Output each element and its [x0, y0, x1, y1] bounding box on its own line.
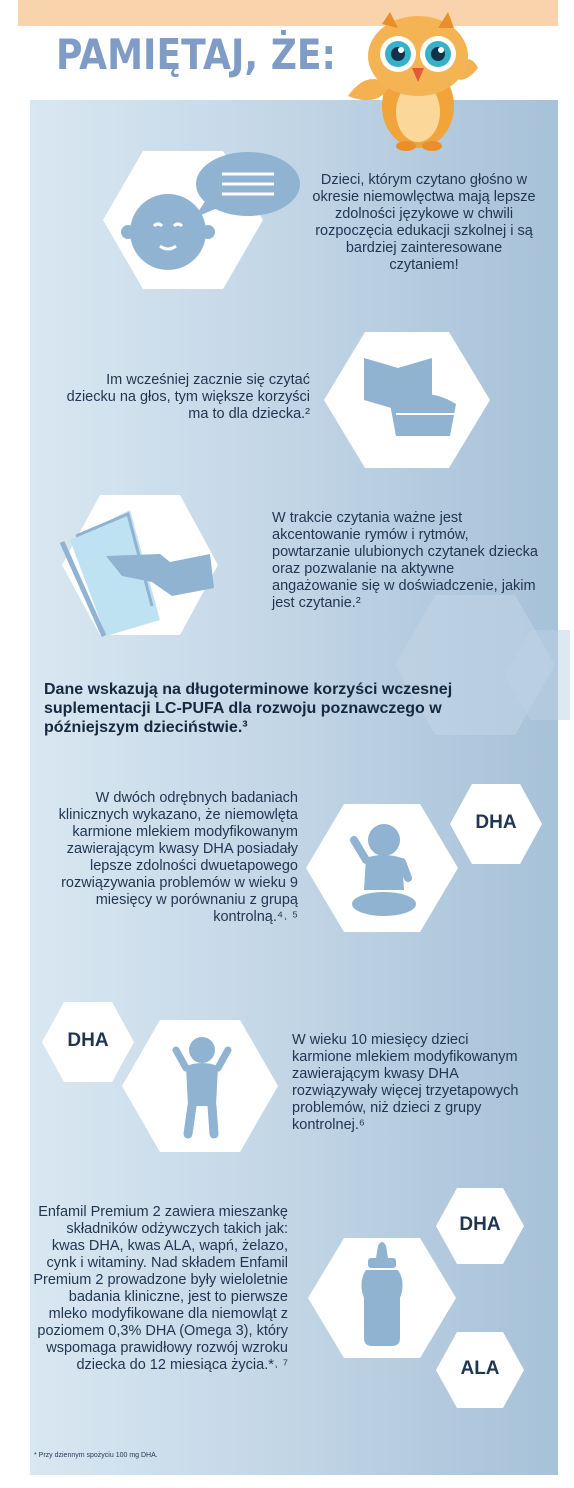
study-1-hexagon	[304, 800, 460, 936]
study-2-hexagon	[120, 1016, 280, 1156]
item-1-hexagon	[98, 146, 312, 294]
item-3-hexagon	[60, 490, 220, 640]
owl-mascot-icon	[338, 8, 488, 156]
item-2-text: Im wcześniej zacznie się czytać dziecku na głos, tym większe korzyści ma to dla dziecka.²	[66, 372, 310, 422]
item-2-hexagon	[320, 328, 494, 472]
item-3-text: W trakcie czytania ważne jest akcentowanie rymów i rytmów, powtarzanie ulubionych czytanek dziecka oraz pozwalanie na aktywne angażowanie się w doświadczenie, jakim jest czytanie.²	[272, 510, 538, 611]
study-3-badge-dha: DHA	[459, 1214, 501, 1235]
study-3-text: Enfamil Premium 2 zawiera mieszankę składników odżywczych takich jak: kwas DHA, kwas ALA, wapń, żelazo, cynk i witaminy. Nad składem Enfamil Premium 2 prowadzone były wieloletnie badania kliniczne, jest to pierwsze mleko modyfikowane dla niemowląt z poziomem 0,3% DHA (Omega 3), który wspomaga prawidłowy rozwój wzroku dziecka do 12 miesiąca życia.*˒ ⁷	[33, 1204, 288, 1373]
highlight-text: Dane wskazują na długoterminowe korzyści wczesnej suplementacji LC-PUFA dla rozwoju poznawczego w późniejszym dzieciństwie.³	[44, 681, 453, 736]
study-1-text: W dwóch odrębnych badaniach klinicznych wykazano, że niemowlęta karmione mlekiem modyfikowanym zawierającym kwasy DHA posiadały lepsze zdolności dwuetapowego rozwiązywania problemów w wieku 9 miesięcy w porównaniu z grupą kontrolną.⁴˒ ⁵	[58, 790, 298, 925]
item-1-text: Dzieci, którym czytano głośno w okresie niemowlęctwa mają lepsze zdolności językowe w chwili rozpoczęcia edukacji szkolnej i są bardziej zainteresowane czytaniem!	[312, 172, 536, 273]
footnote: * Przy dziennym spożyciu 100 mg DHA.	[34, 1452, 158, 1459]
page-title: PAMIĘTAJ, ŻE:	[56, 30, 337, 79]
study-2-text: W wieku 10 miesięcy dzieci karmione mlekiem modyfikowanym zawierającym kwasy DHA rozwiązywały więcej trzyetapowych problemów, niż dzieci z grupy kontrolnej.⁶	[292, 1032, 519, 1133]
study-1-badge: DHA	[475, 812, 517, 833]
study-2-badge: DHA	[67, 1030, 109, 1051]
study-3-badge-ala: ALA	[460, 1358, 500, 1379]
